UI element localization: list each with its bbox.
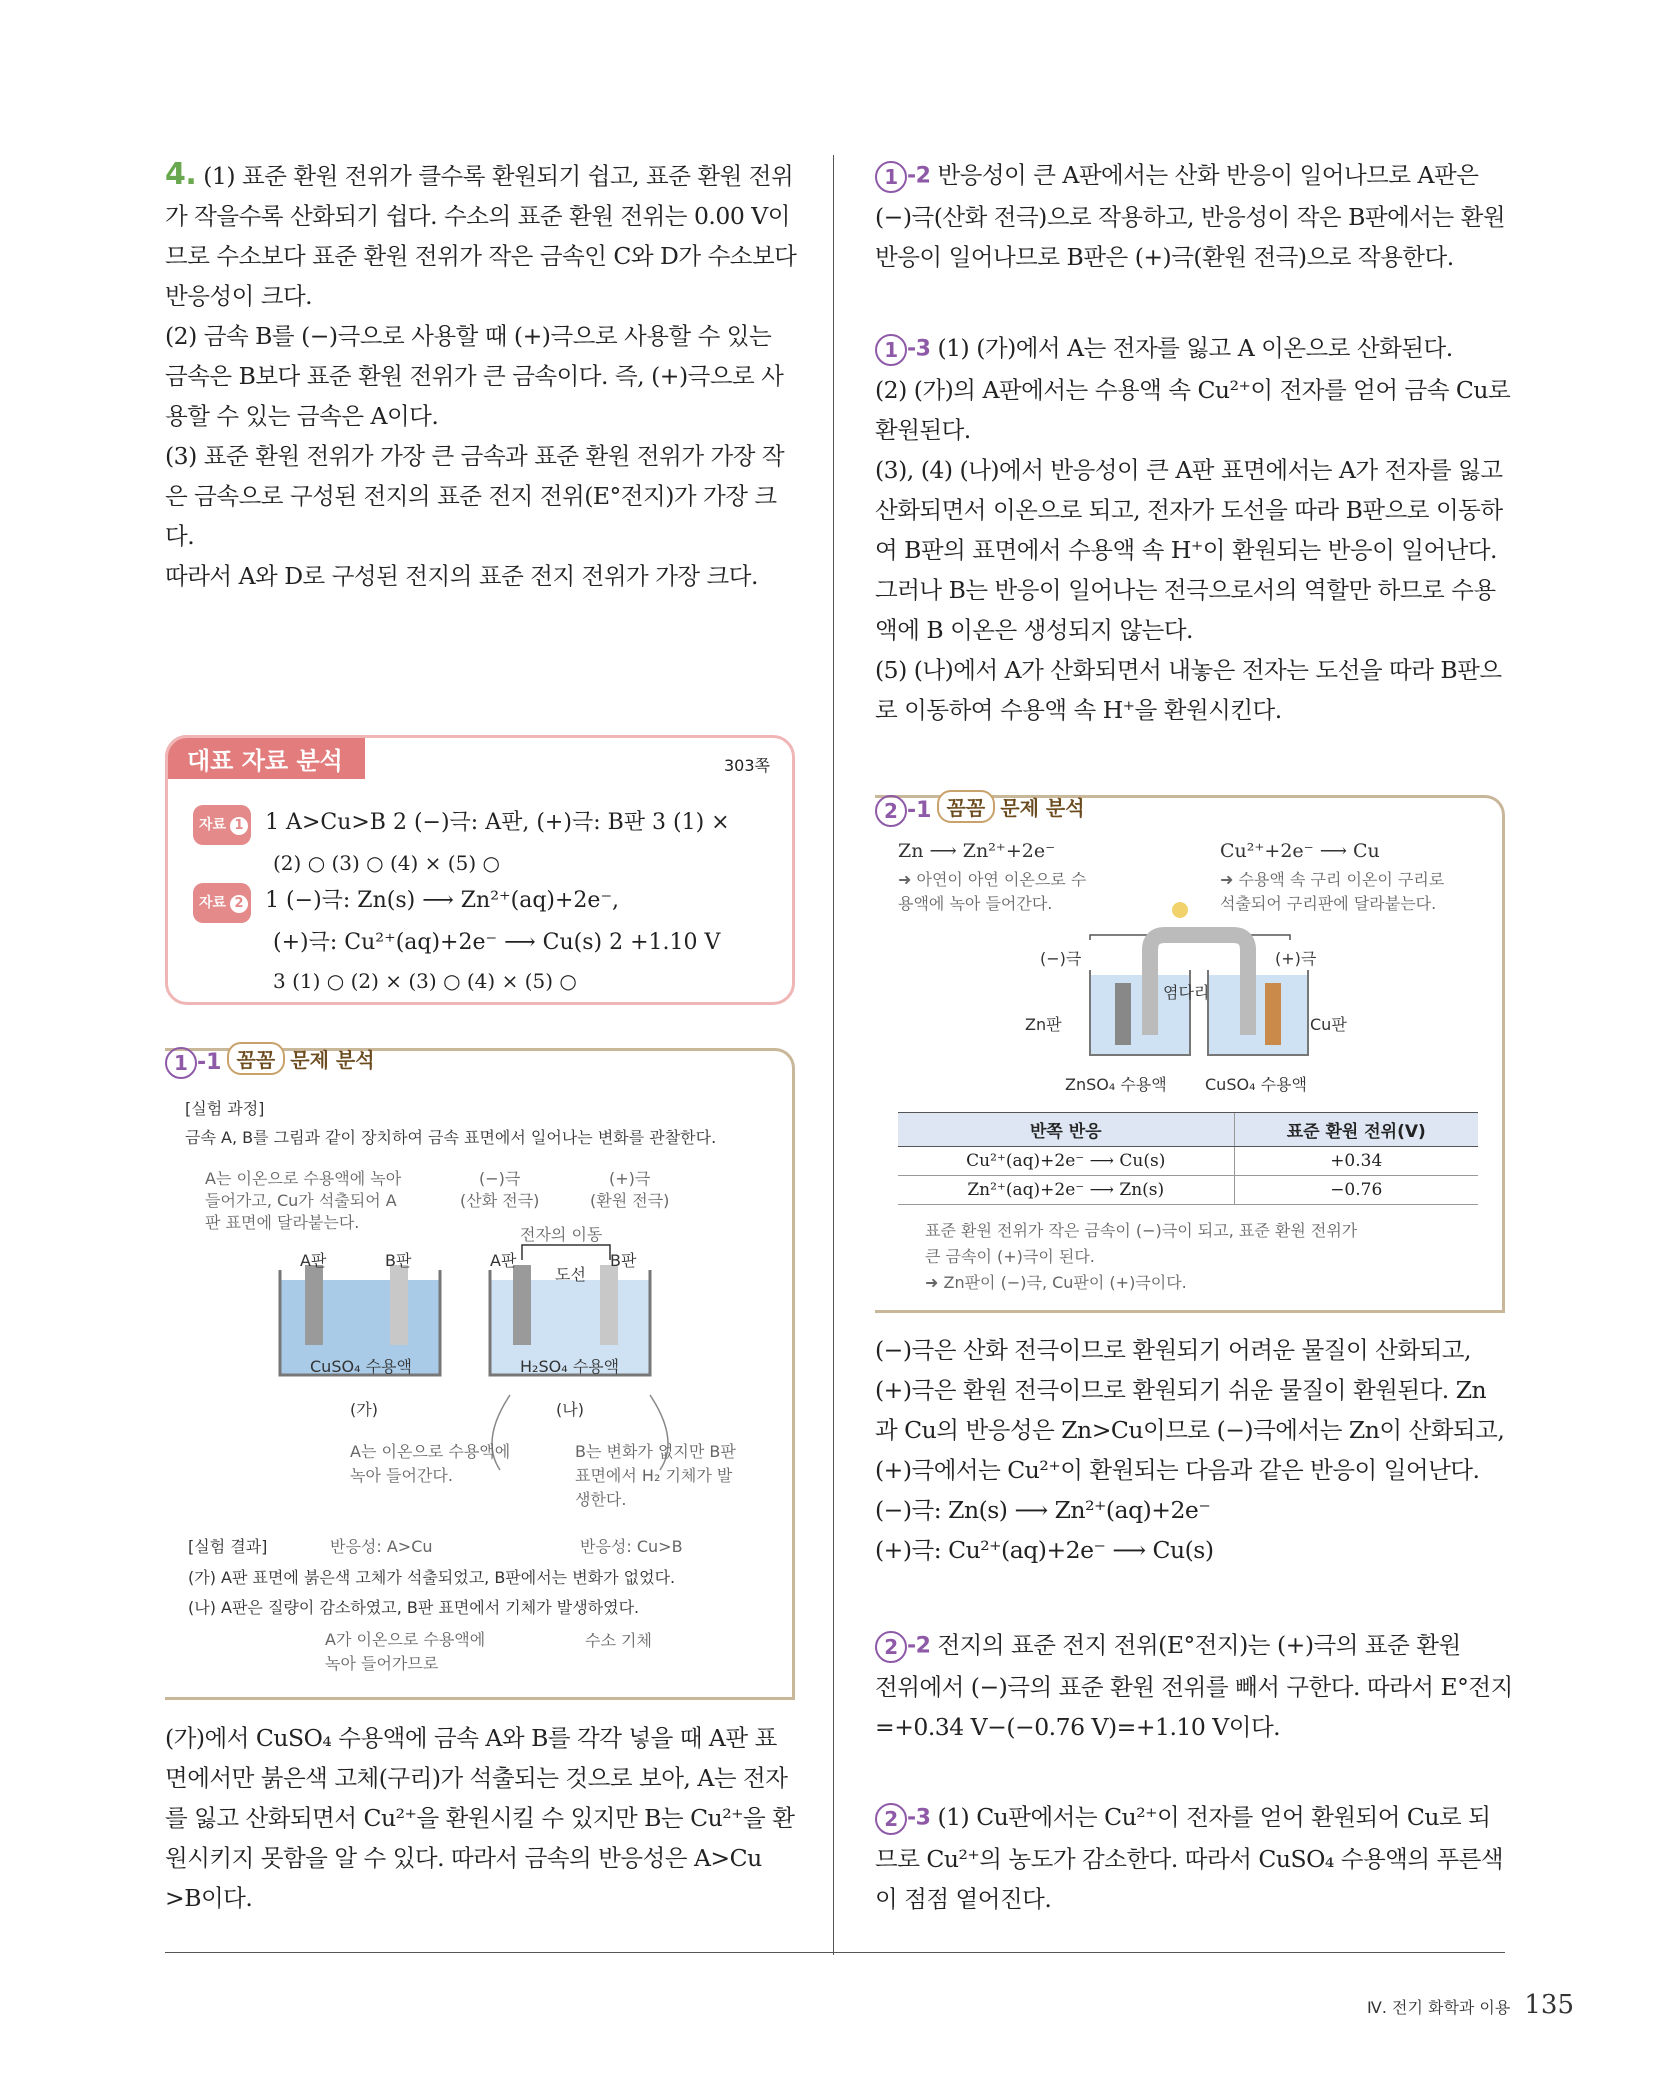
plate-a-ga bbox=[305, 1265, 323, 1345]
page-footer bbox=[1367, 1990, 1574, 2020]
data-chip-1: 자료 1 bbox=[193, 805, 251, 845]
q4-line: 가 작을수록 산화되기 쉽다. 수소의 표준 환원 전위는 0.00 V이 bbox=[165, 202, 790, 230]
question-badge: 1 bbox=[165, 1047, 197, 1079]
data2-line: (+)극: Cu²⁺(aq)+2e⁻ ⟶ Cu(s) 2 +1.10 V bbox=[273, 930, 721, 955]
answer-2-3: 2 -3 (1) Cu판에서는 Cu²⁺이 전자를 얻어 환원되어 Cu로 되 므로 Cu²⁺의 농도가 감소한다. 따라서 CuSO₄ 수용액의 푸른색 이 점점 옅어진다. bbox=[875, 1803, 1504, 1913]
result-line: (가) A판 표면에 붉은색 고체가 석출되었고, B판에서는 변화가 없었다. bbox=[188, 1568, 676, 1587]
q4-line: 금속은 B보다 표준 환원 전위가 큰 금속이다. 즉, (+)극으로 사 bbox=[165, 362, 784, 390]
zn-plate bbox=[1115, 983, 1131, 1045]
data-chip-2: 자료 2 bbox=[193, 883, 251, 923]
footer-section: Ⅳ. 전기 화학과 이용 bbox=[1367, 1998, 1511, 2017]
q4-line: 반응성이 크다. bbox=[165, 282, 313, 310]
data1-line: 1 A>Cu>B 2 (−)극: A판, (+)극: B판 3 (1) × bbox=[265, 810, 730, 835]
cu-plate bbox=[1265, 983, 1281, 1045]
q4-answer bbox=[165, 155, 805, 596]
data1-line: (2) ○ (3) ○ (4) × (5) ○ bbox=[273, 851, 500, 875]
result-line: (나) A판은 질량이 감소하였고, B판 표면에서 기체가 발생하였다. bbox=[188, 1598, 640, 1617]
column-divider bbox=[833, 155, 834, 1955]
q4-line: 므로 수소보다 표준 환원 전위가 작은 금속인 C와 D가 수소보다 bbox=[165, 242, 797, 270]
q4-line: (2) 금속 B를 (−)극으로 사용할 때 (+)극으로 사용할 수 있는 bbox=[165, 322, 772, 350]
plate-b-ga bbox=[390, 1265, 408, 1345]
q4-line: (3) 표준 환원 전위가 가장 큰 금속과 표준 환원 전위가 가장 작 bbox=[165, 442, 785, 470]
plate-b-na bbox=[600, 1265, 618, 1345]
kk-badge: 꼼꼼 bbox=[227, 1042, 286, 1075]
proc-head: [실험 과정] bbox=[185, 1099, 265, 1118]
footer-rule bbox=[165, 1952, 1505, 1953]
answer-2-1-text: (−)극은 산화 전극이므로 환원되기 어려운 물질이 산화되고, (+)극은 환원 전극이므로 환원되기 쉬운 물질이 환원된다. Zn 과 Cu의 반응성은 Zn>Cu이므로 (−)극에서는 Zn이 산화되고, (+)극에서는 Cu²⁺이 환원되는 다음과 같은 반응이 일어난다. (−)극: Zn(s) ⟶ Zn²⁺(aq)+2e⁻ (+)극: Cu²⁺(aq)+2e⁻ ⟶ Cu(s) bbox=[875, 1336, 1505, 1564]
table-header: 반쪽 반응 bbox=[898, 1113, 1234, 1147]
answer-1-2: 1 -2 반응성이 큰 A판에서는 산화 반응이 일어나므로 A판은 (−)극(산화 전극)으로 작용하고, 반응성이 작은 B판에서는 환원 반응이 일어나므로 B판은 (+)극(환원 전극)으로 작용한다. bbox=[875, 161, 1506, 271]
table-row: Zn²⁺(aq)+2e⁻ ⟶ Zn(s) −0.76 bbox=[898, 1176, 1478, 1205]
data-box-title: 대표 자료 분석 bbox=[187, 747, 343, 775]
page-ref: 303쪽 bbox=[724, 756, 770, 775]
answer-1-3: 1 -3 (1) (가)에서 A는 전자를 잃고 A 이온으로 산화된다. (2) (가)의 A판에서는 수용액 속 Cu²⁺이 전자를 얻어 금속 Cu로 환원된다. (3), (4) (나)에서 반응성이 큰 A판 표면에서는 A가 전자를 잃고 산화되면서 이온으로 되고, 전자가 도선을 따라 B판으로 이동하 여 B판의 표면에서 수용액 속 H⁺이 환원되는 반응이 일어난다. 그러나 B는 반응이 일어나는 전극으로서의 역할만 하므로 수용 액에 B 이온은 생성되지 않는다. (5) (나)에서 A가 산화되면서 내놓은 전자는 도선을 따라 B판으 로 이동하여 수용액 속 H⁺을 환원시킨다. bbox=[875, 334, 1511, 724]
plate-a-na bbox=[513, 1265, 531, 1345]
q4-line: 용할 수 있는 금속은 A이다. bbox=[165, 402, 439, 430]
table-header: 표준 환원 전위(V) bbox=[1234, 1113, 1478, 1147]
box-2-1-header: 2 -1 꼼꼼 문제 분석 bbox=[875, 790, 1085, 827]
daniell-cell-figure bbox=[1080, 895, 1380, 1075]
data2-line: 3 (1) ○ (2) × (3) ○ (4) × (5) ○ bbox=[273, 969, 577, 993]
q4-line: (1) 표준 환원 전위가 클수록 환원되기 쉽고, 표준 환원 전위 bbox=[203, 162, 794, 190]
page-number: 135 bbox=[1524, 1990, 1574, 2020]
q4-number: 4. bbox=[165, 157, 197, 192]
q4-line: 은 금속으로 구성된 전지의 표준 전지 전위(E°전지)가 가장 크다. bbox=[165, 482, 777, 550]
data2-line: 1 (−)극: Zn(s) ⟶ Zn²⁺(aq)+2e⁻, bbox=[265, 888, 620, 913]
answer-1-1-text: (가)에서 CuSO₄ 수용액에 금속 A와 B를 각각 넣을 때 A판 표 면에서만 붉은색 고체(구리)가 석출되는 것으로 보아, A는 전자 를 잃고 산화되면서 Cu²⁺을 환원시킬 수 있지만 B는 Cu²⁺을 환 원시키지 못함을 알 수 있다. 따라서 금속의 반응성은 A>Cu >B이다. bbox=[165, 1724, 795, 1912]
table-row: Cu²⁺(aq)+2e⁻ ⟶ Cu(s) +0.34 bbox=[898, 1147, 1478, 1176]
proc-text: 금속 A, B를 그림과 같이 장치하여 금속 표면에서 일어나는 변화를 관찰한다. bbox=[185, 1128, 717, 1147]
q4-line: 따라서 A와 D로 구성된 전지의 표준 전지 전위가 가장 크다. bbox=[165, 562, 758, 590]
answer-2-2: 2 -2 전지의 표준 전지 전위(E°전지)는 (+)극의 표준 환원 전위에서 (−)극의 표준 환원 전위를 빼서 구한다. 따라서 E°전지 =+0.34 V−(−0.76 V)=+1.10 V이다. bbox=[875, 1631, 1513, 1741]
data-analysis-box bbox=[165, 735, 795, 1005]
cu-beaker-solution bbox=[1208, 975, 1308, 1055]
box-1-1-header: 1 -1 꼼꼼 문제 분석 bbox=[165, 1042, 375, 1079]
bulb-icon bbox=[1172, 902, 1188, 918]
reduction-potential-table bbox=[898, 1112, 1478, 1205]
wire bbox=[522, 1245, 610, 1260]
